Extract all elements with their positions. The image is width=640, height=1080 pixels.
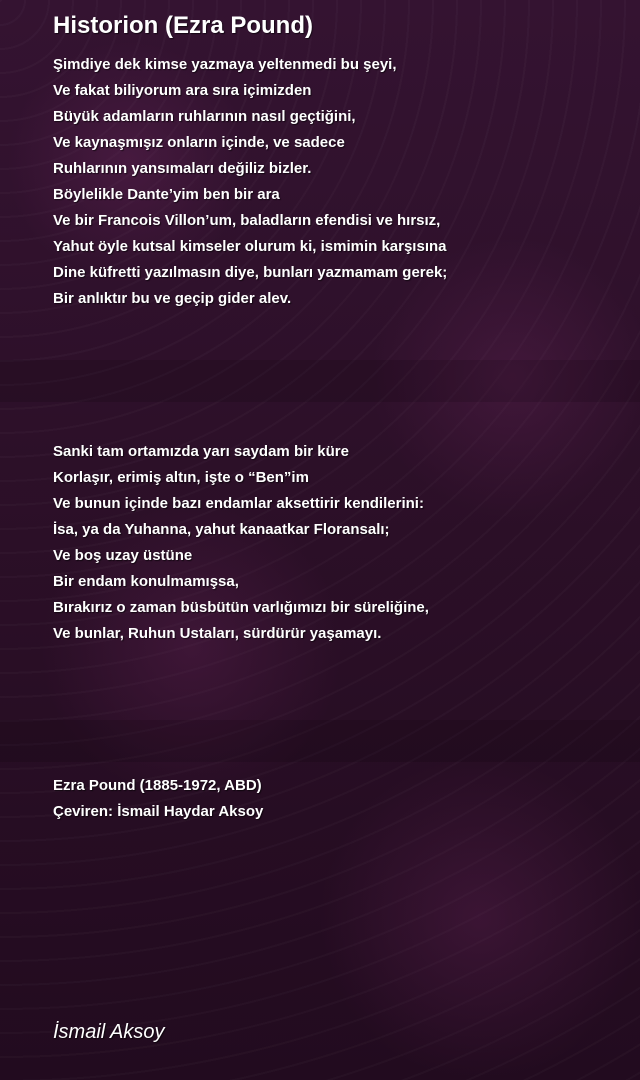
poem-line: Bir endam konulmamışsa, [53, 573, 239, 590]
poem-line: Sanki tam ortamızda yarı saydam bir küre [53, 443, 349, 460]
poem-title: Historion (Ezra Pound) [53, 12, 313, 39]
poem-line: Şimdiye dek kimse yazmaya yeltenmedi bu şeyi, [53, 56, 397, 73]
stanza-3 [53, 773, 263, 825]
poem-line: İsa, ya da Yuhanna, yahut kanaatkar Floransalı; [53, 521, 390, 538]
poem-line: Ezra Pound (1885-1972, ABD) [53, 777, 262, 794]
poem-line: Çeviren: İsmail Haydar Aksoy [53, 803, 264, 820]
poem-line: Dine küfretti yazılmasın diye, bunları yazmamam gerek; [53, 264, 448, 281]
poem-line: Bir anlıktır bu ve geçip gider alev. [53, 290, 292, 307]
poem-line: Bırakırız o zaman büsbütün varlığımızı bir süreliğine, [53, 599, 429, 616]
stanza-1 [53, 52, 447, 312]
poem-line: Korlaşır, erimiş altın, işte o “Ben”im [53, 469, 309, 486]
poem-author: İsmail Aksoy [53, 1021, 165, 1043]
poem-line: Yahut öyle kutsal kimseler olurum ki, ismimin karşısına [53, 238, 447, 255]
poem-line: Ve bir Francois Villon’um, baladların efendisi ve hırsız, [53, 212, 441, 229]
stanza-2 [53, 439, 429, 647]
poem-line: Ve boş uzay üstüne [53, 547, 193, 564]
background-band [0, 360, 640, 402]
poem-line: Büyük adamların ruhlarının nasıl geçtiğini, [53, 108, 356, 125]
poem-line: Ve kaynaşmışız onların içinde, ve sadece [53, 134, 345, 151]
poem-line: Ve fakat biliyorum ara sıra içimizden [53, 82, 312, 99]
poem-line: Ruhlarının yansımaları değiliz bizler. [53, 160, 312, 177]
poem-line: Ve bunun içinde bazı endamlar aksettirir kendilerini: [53, 495, 424, 512]
poem-line: Ve bunlar, Ruhun Ustaları, sürdürür yaşamayı. [53, 625, 382, 642]
background-band [0, 720, 640, 762]
poem-line: Böylelikle Dante’yim ben bir ara [53, 186, 280, 203]
